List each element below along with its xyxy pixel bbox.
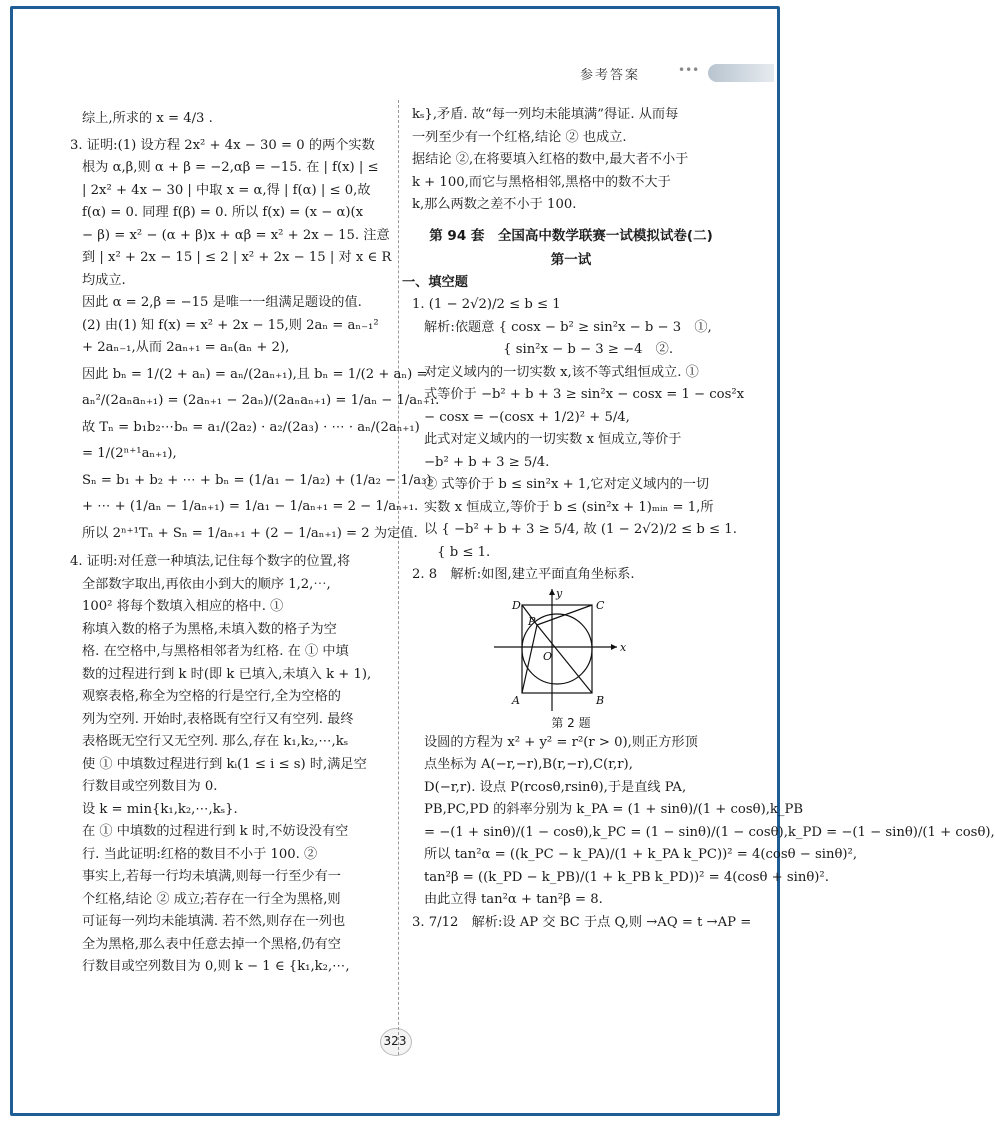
text-line: 可证每一列均未能填满. 若不然,则存在一列也 xyxy=(82,914,346,929)
figure-caption: 第 2 题 xyxy=(551,715,591,730)
question-2-heading: 2. 8 解析:如图,建立平面直角坐标系. xyxy=(412,567,635,582)
label-y: y xyxy=(556,586,563,600)
text-line: | 2x² + 4x − 30 | 中取 x = α,得 | f(α) | ≤ 0,故 xyxy=(82,182,371,198)
text-line: − cosx = −(cosx + 1/2)² + 5/4, xyxy=(424,409,630,425)
exam-title: 第 94 套 全国高中数学联赛一试模拟试卷(二) xyxy=(429,227,713,244)
exam-subtitle: 第一试 xyxy=(550,252,592,268)
text-line: 根为 α,β,则 α + β = −2,αβ = −15. 在 | f(x) | ≤ xyxy=(82,160,379,175)
running-header xyxy=(560,62,776,84)
text-line: 1. (1 − 2√2)/2 ≤ b ≤ 1 xyxy=(412,297,561,312)
header-tab-decoration xyxy=(708,64,774,82)
text-line: 均成立. xyxy=(82,272,126,288)
text-line: 到 | x² + 2x − 15 | ≤ 2 | x² + 2x − 15 | 对 x ∈ R xyxy=(82,250,392,265)
text-line: PB,PC,PD 的斜率分别为 k_PA = (1 + sinθ)/(1 + cosθ),k_PB xyxy=(424,802,804,817)
text-line: 因此 α = 2,β = −15 是唯一一组满足题设的值. xyxy=(82,295,362,310)
text-line: 事实上,若每一行均未填满,则每一行至少有一 xyxy=(82,869,341,884)
text-line: 数的过程进行到 k 时(即 k 已填入,未填入 k + 1), xyxy=(82,666,372,682)
text-line: + 2aₙ₋₁,从而 2aₙ₊₁ = aₙ(aₙ + 2), xyxy=(82,340,290,355)
question-2-solution xyxy=(412,732,995,912)
question-1-solution xyxy=(412,294,745,564)
text-line: + ⋯ + (1/aₙ − 1/aₙ₊₁) = 1/a₁ − 1/aₙ₊₁ = 2 − 1/aₙ₊₁. xyxy=(82,499,419,514)
text-line: 行数目或空列数目为 0,则 k − 1 ∈ {k₁,k₂,⋯, xyxy=(82,959,350,974)
text-line: 行数目或空列数目为 0. xyxy=(82,779,218,794)
text-line: 全部数字取出,再依由小到大的顺序 1,2,⋯, xyxy=(82,576,331,592)
text-line: 个红格,结论 ② 成立;若存在一行全为黑格,则 xyxy=(82,891,341,907)
text-line: 解析:依题意 { cosx − b² ≥ sin²x − b − 3 ①, xyxy=(424,319,712,335)
text-line: D(−r,r). 设点 P(rcosθ,rsinθ),于是直线 PA, xyxy=(424,779,687,795)
text-line: −b² + b + 3 ≥ 5/4. xyxy=(424,454,550,470)
text-line: 观察表格,称全为空格的行是空行,全为空格的 xyxy=(82,689,341,704)
text-line: { sin²x − b − 3 ≥ −4 ②. xyxy=(424,342,674,357)
text-line: 因此 bₙ = 1/(2 + aₙ) = aₙ/(2aₙ₊₁),且 bₙ = 1/(2 + aₙ) = xyxy=(82,366,428,382)
label-c: C xyxy=(596,598,605,612)
conclusion-line: 综上,所求的 x = 4/3 . xyxy=(82,111,213,126)
text-line: aₙ²/(2aₙaₙ₊₁) = (2aₙ₊₁ − 2aₙ)/(2aₙaₙ₊₁) = 1/aₙ − 1/aₙ₊₁. xyxy=(82,393,440,408)
y-axis-arrow xyxy=(549,589,555,595)
text-line: 故 Tₙ = b₁b₂⋯bₙ = a₁/(2a₂) · a₂/(2a₃) · ⋯ · aₙ/(2aₙ₊₁) xyxy=(82,419,420,435)
header-dots: ••• xyxy=(678,63,700,77)
text-line: { b ≤ 1. xyxy=(424,544,491,560)
label-d: D xyxy=(512,598,521,612)
text-line: 设 k = min{k₁,k₂,⋯,kₛ}. xyxy=(82,801,238,817)
header-label: 参考答案 xyxy=(580,68,641,83)
label-b: B xyxy=(596,693,605,707)
text-line: k + 100,而它与黑格相邻,黑格中的数不大于 xyxy=(412,174,671,190)
text-line: 3. 证明:(1) 设方程 2x² + 4x − 30 = 0 的两个实数 xyxy=(70,137,375,153)
text-line: 列为空列. 开始时,表格既有空行又有空列. 最终 xyxy=(82,711,354,727)
text-line: 式等价于 −b² + b + 3 ≥ sin²x − cosx = 1 − cos²x xyxy=(424,387,745,402)
text-line: Sₙ = b₁ + b₂ + ⋯ + bₙ = (1/a₁ − 1/a₂) + (1/a₂ − 1/a₃) xyxy=(82,472,432,488)
text-line: 据结论 ②,在将要填入红格的数中,最大者不小于 xyxy=(412,152,689,167)
text-line: 以 { −b² + b + 3 ≥ 5/4, 故 (1 − 2√2)/2 ≤ b ≤ 1. xyxy=(424,522,737,537)
problem-4-solution xyxy=(70,551,388,979)
text-line: 此式对定义域内的一切实数 x 恒成立,等价于 xyxy=(424,432,682,447)
text-line: 表格既无空行又无空列. 那么,存在 k₁,k₂,⋯,kₛ xyxy=(82,734,349,749)
text-line: − β) = x² − (α + β)x + αβ = x² + 2x − 15. 注意 xyxy=(82,227,390,243)
page-number: 323 xyxy=(378,1028,412,1054)
text-line: 4. 证明:对任意一种填法,记住每个数字的位置,将 xyxy=(70,554,351,569)
text-line: (2) 由(1) 知 f(x) = x² + 2x − 15,则 2aₙ = aₙ₋₁² xyxy=(82,317,379,333)
text-line: 所以 2ⁿ⁺¹Tₙ + Sₙ = 1/aₙ₊₁ + (2 − 1/aₙ₊₁) = 2 为定值. xyxy=(82,525,418,541)
text-line: = 1/(2ⁿ⁺¹aₙ₊₁), xyxy=(82,446,177,461)
text-line: 100² 将每个数填入相应的格中. ① xyxy=(82,599,284,614)
x-axis-arrow xyxy=(611,644,617,650)
text-line: 称填入数的格子为黑格,未填入数的格子为空 xyxy=(82,621,337,637)
text-line: 由此立得 tan²α + tan²β = 8. xyxy=(424,892,603,907)
coordinate-figure xyxy=(412,586,730,714)
text-line: k,那么两数之差不小于 100. xyxy=(412,197,577,212)
text-line: 点坐标为 A(−r,−r),B(r,−r),C(r,r), xyxy=(424,757,633,772)
text-line: 一列至少有一个红格,结论 ② 也成立. xyxy=(412,129,627,145)
text-line: tan²β = ((k_PD − k_PB)/(1 + k_PB k_PD))² = 4(cosθ + sinθ)². xyxy=(424,869,829,885)
right-column xyxy=(402,104,995,934)
text-line: 对定义域内的一切实数 x,该不等式组恒成立. ① xyxy=(424,364,699,380)
label-a: A xyxy=(512,693,520,707)
text-line: kₛ},矛盾. 故“每一列均未能填满”得证. 从而每 xyxy=(412,107,679,122)
text-line: 全为黑格,那么表中任意去掉一个黑格,仍有空 xyxy=(82,936,341,952)
lines-pa-pb xyxy=(522,625,592,693)
square-circle-diagram xyxy=(412,586,730,714)
text-line: = −(1 + sinθ)/(1 − cosθ),k_PC = (1 − sinθ)/(1 − cosθ),k_PD = −(1 − sinθ)/(1 + cosθ), xyxy=(424,824,995,840)
column-divider xyxy=(398,100,400,1055)
text-line: 实数 x 恒成立,等价于 b ≤ (sin²x + 1)ₘᵢₙ = 1,所 xyxy=(424,499,714,515)
text-line: 所以 tan²α = ((k_PC − k_PA)/(1 + k_PA k_PC))² = 4(cosθ − sinθ)², xyxy=(424,847,858,862)
section-heading: 一、填空题 xyxy=(402,274,468,290)
label-p: P xyxy=(528,614,536,628)
text-line: f(α) = 0. 同理 f(β) = 0. 所以 f(x) = (x − α)(x xyxy=(82,205,364,220)
text-line: 在 ① 中填数的过程进行到 k 时,不妨设没有空 xyxy=(82,824,349,839)
text-line: 格. 在空格中,与黑格相邻者为红格. 在 ① 中填 xyxy=(82,644,349,659)
label-x: x xyxy=(620,640,627,654)
text-line: 行. 当此证明:红格的数目不小于 100. ② xyxy=(82,846,318,862)
question-3-heading: 3. 7/12 解析:设 AP 交 BC 于点 Q,则 →AQ = t →AP = xyxy=(412,914,752,930)
text-line: 设圆的方程为 x² + y² = r²(r > 0),则正方形顶 xyxy=(424,734,698,750)
label-o: O xyxy=(543,649,553,663)
text-line: 使 ① 中填数过程进行到 kᵢ(1 ≤ i ≤ s) 时,满足空 xyxy=(82,756,367,772)
text-line: ② 式等价于 b ≤ sin²x + 1,它对定义域内的一切 xyxy=(424,477,710,492)
